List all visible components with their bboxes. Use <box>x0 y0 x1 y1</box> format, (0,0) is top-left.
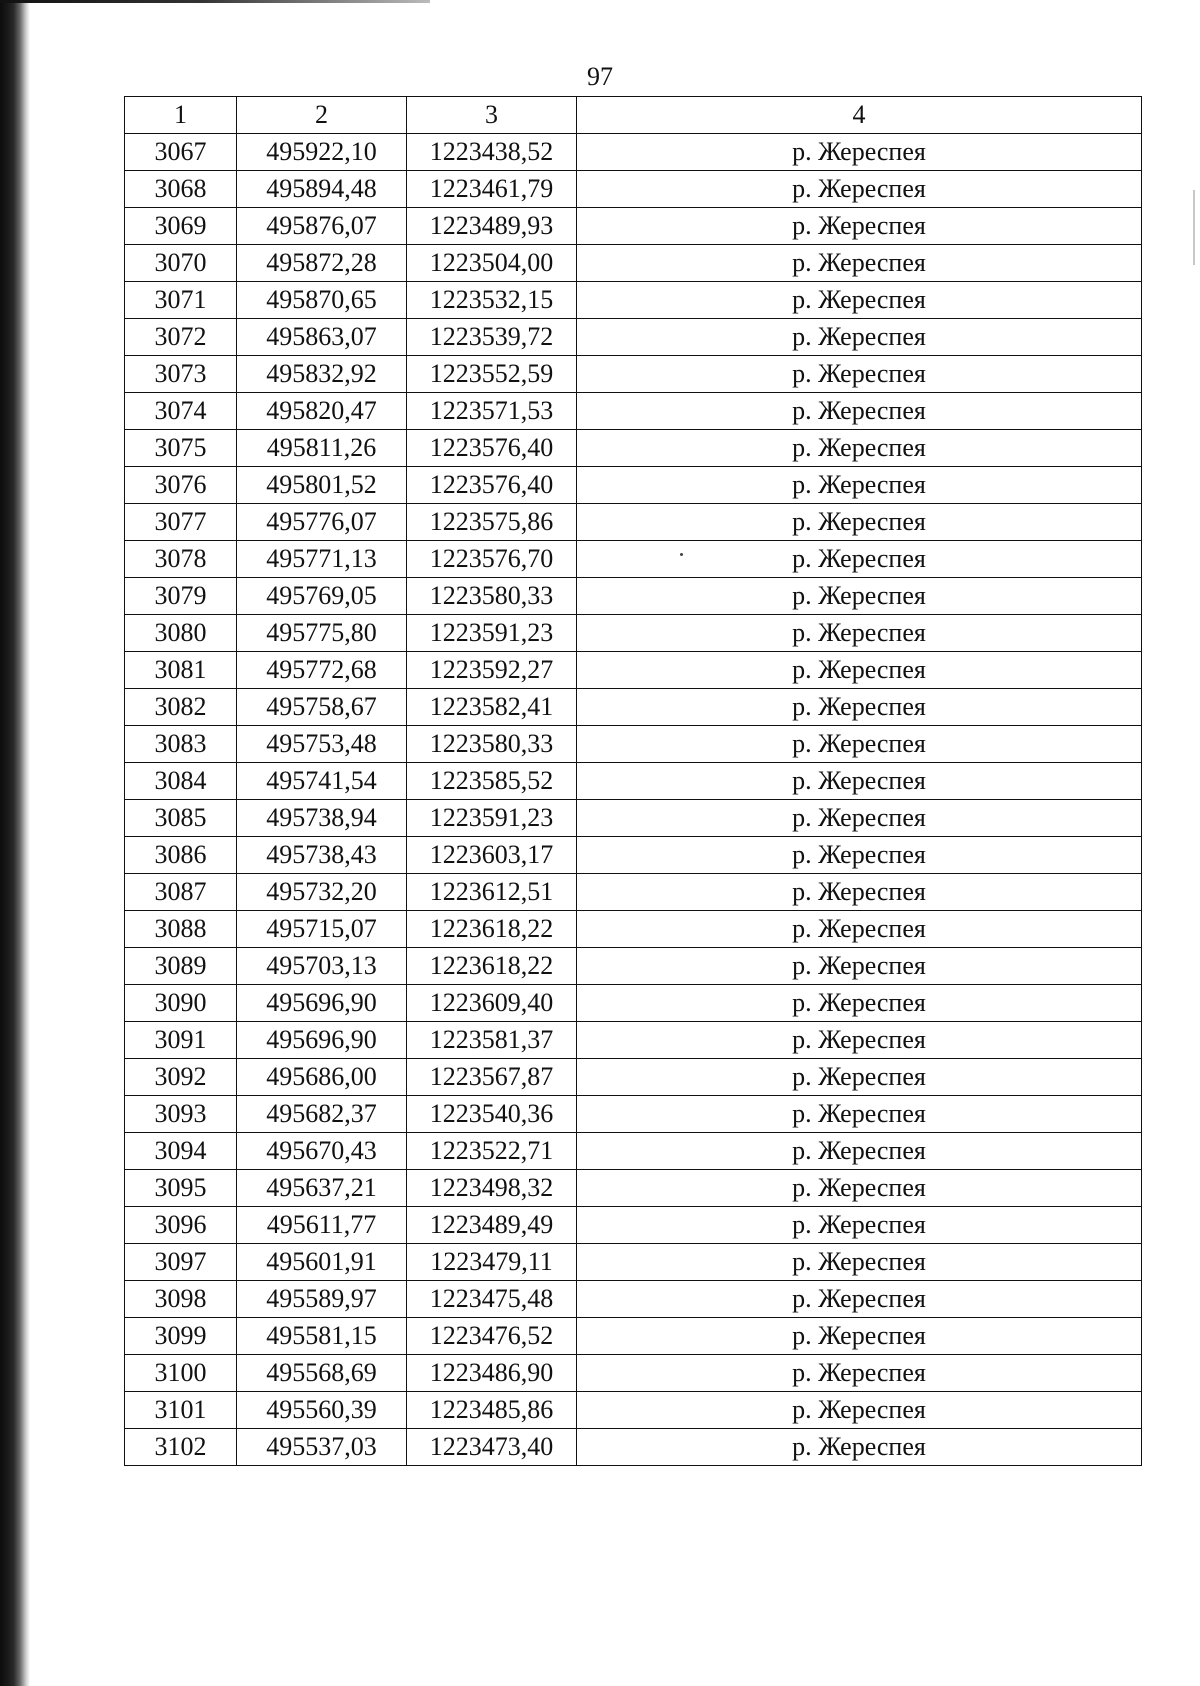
column-header: 2 <box>237 97 407 134</box>
x-coordinate-cell: 495769,05 <box>237 578 407 615</box>
description-cell: р. Жереспея <box>577 1096 1142 1133</box>
x-coordinate-cell: 495870,65 <box>237 282 407 319</box>
description-cell: р. Жереспея <box>577 1244 1142 1281</box>
x-coordinate-cell: 495741,54 <box>237 763 407 800</box>
x-coordinate-cell: 495811,26 <box>237 430 407 467</box>
description-cell: р. Жереспея <box>577 800 1142 837</box>
x-coordinate-cell: 495560,39 <box>237 1392 407 1429</box>
y-coordinate-cell: 1223532,15 <box>407 282 577 319</box>
y-coordinate-cell: 1223576,40 <box>407 467 577 504</box>
table-row <box>125 208 1142 245</box>
y-coordinate-cell: 1223612,51 <box>407 874 577 911</box>
scan-shadow-top <box>0 0 430 3</box>
scan-mark <box>1193 190 1195 265</box>
point-number-cell: 3087 <box>125 874 237 911</box>
point-number-cell: 3100 <box>125 1355 237 1392</box>
description-cell: р. Жереспея <box>577 726 1142 763</box>
x-coordinate-cell: 495801,52 <box>237 467 407 504</box>
table-row <box>125 911 1142 948</box>
table-row <box>125 319 1142 356</box>
x-coordinate-cell: 495876,07 <box>237 208 407 245</box>
coordinates-table <box>124 96 1142 1466</box>
table-row <box>125 800 1142 837</box>
description-cell: р. Жереспея <box>577 689 1142 726</box>
x-coordinate-cell: 495894,48 <box>237 171 407 208</box>
scan-shadow-left <box>0 0 30 1686</box>
description-cell: р. Жереспея <box>577 319 1142 356</box>
x-coordinate-cell: 495872,28 <box>237 245 407 282</box>
point-number-cell: 3101 <box>125 1392 237 1429</box>
point-number-cell: 3081 <box>125 652 237 689</box>
x-coordinate-cell: 495537,03 <box>237 1429 407 1466</box>
table-row <box>125 1022 1142 1059</box>
point-number-cell: 3075 <box>125 430 237 467</box>
y-coordinate-cell: 1223540,36 <box>407 1096 577 1133</box>
y-coordinate-cell: 1223585,52 <box>407 763 577 800</box>
point-number-cell: 3076 <box>125 467 237 504</box>
x-coordinate-cell: 495758,67 <box>237 689 407 726</box>
point-number-cell: 3073 <box>125 356 237 393</box>
x-coordinate-cell: 495703,13 <box>237 948 407 985</box>
point-number-cell: 3094 <box>125 1133 237 1170</box>
table-row <box>125 1096 1142 1133</box>
point-number-cell: 3078 <box>125 541 237 578</box>
x-coordinate-cell: 495863,07 <box>237 319 407 356</box>
table-row <box>125 282 1142 319</box>
table-row <box>125 1059 1142 1096</box>
point-number-cell: 3082 <box>125 689 237 726</box>
point-number-cell: 3077 <box>125 504 237 541</box>
x-coordinate-cell: 495775,80 <box>237 615 407 652</box>
description-cell: р. Жереспея <box>577 985 1142 1022</box>
y-coordinate-cell: 1223576,40 <box>407 430 577 467</box>
table-row <box>125 1170 1142 1207</box>
x-coordinate-cell: 495696,90 <box>237 985 407 1022</box>
y-coordinate-cell: 1223461,79 <box>407 171 577 208</box>
point-number-cell: 3102 <box>125 1429 237 1466</box>
x-coordinate-cell: 495696,90 <box>237 1022 407 1059</box>
x-coordinate-cell: 495670,43 <box>237 1133 407 1170</box>
description-cell: р. Жереспея <box>577 541 1142 578</box>
table-row <box>125 652 1142 689</box>
y-coordinate-cell: 1223580,33 <box>407 578 577 615</box>
point-number-cell: 3093 <box>125 1096 237 1133</box>
y-coordinate-cell: 1223504,00 <box>407 245 577 282</box>
description-cell: р. Жереспея <box>577 615 1142 652</box>
description-cell: р. Жереспея <box>577 356 1142 393</box>
table-row <box>125 1429 1142 1466</box>
y-coordinate-cell: 1223539,72 <box>407 319 577 356</box>
y-coordinate-cell: 1223591,23 <box>407 800 577 837</box>
y-coordinate-cell: 1223479,11 <box>407 1244 577 1281</box>
description-cell: р. Жереспея <box>577 1022 1142 1059</box>
description-cell: р. Жереспея <box>577 763 1142 800</box>
description-cell: р. Жереспея <box>577 837 1142 874</box>
point-number-cell: 3099 <box>125 1318 237 1355</box>
point-number-cell: 3071 <box>125 282 237 319</box>
table-row <box>125 171 1142 208</box>
table-header-row <box>125 97 1142 134</box>
y-coordinate-cell: 1223552,59 <box>407 356 577 393</box>
x-coordinate-cell: 495738,43 <box>237 837 407 874</box>
table-row <box>125 467 1142 504</box>
point-number-cell: 3079 <box>125 578 237 615</box>
description-cell: р. Жереспея <box>577 911 1142 948</box>
column-header: 4 <box>577 97 1142 134</box>
description-cell: р. Жереспея <box>577 171 1142 208</box>
y-coordinate-cell: 1223603,17 <box>407 837 577 874</box>
description-cell: р. Жереспея <box>577 652 1142 689</box>
table-row <box>125 430 1142 467</box>
description-cell: р. Жереспея <box>577 134 1142 171</box>
table-row <box>125 578 1142 615</box>
point-number-cell: 3068 <box>125 171 237 208</box>
y-coordinate-cell: 1223582,41 <box>407 689 577 726</box>
y-coordinate-cell: 1223609,40 <box>407 985 577 1022</box>
y-coordinate-cell: 1223485,86 <box>407 1392 577 1429</box>
y-coordinate-cell: 1223473,40 <box>407 1429 577 1466</box>
column-header: 1 <box>125 97 237 134</box>
description-cell: р. Жереспея <box>577 1281 1142 1318</box>
table-row <box>125 1207 1142 1244</box>
table-row <box>125 985 1142 1022</box>
y-coordinate-cell: 1223476,52 <box>407 1318 577 1355</box>
point-number-cell: 3072 <box>125 319 237 356</box>
x-coordinate-cell: 495771,13 <box>237 541 407 578</box>
table-row <box>125 1133 1142 1170</box>
y-coordinate-cell: 1223571,53 <box>407 393 577 430</box>
table-row <box>125 356 1142 393</box>
x-coordinate-cell: 495753,48 <box>237 726 407 763</box>
y-coordinate-cell: 1223618,22 <box>407 948 577 985</box>
point-number-cell: 3070 <box>125 245 237 282</box>
table-row <box>125 245 1142 282</box>
point-number-cell: 3074 <box>125 393 237 430</box>
y-coordinate-cell: 1223489,49 <box>407 1207 577 1244</box>
point-number-cell: 3084 <box>125 763 237 800</box>
point-number-cell: 3097 <box>125 1244 237 1281</box>
y-coordinate-cell: 1223486,90 <box>407 1355 577 1392</box>
table-row <box>125 541 1142 578</box>
y-coordinate-cell: 1223581,37 <box>407 1022 577 1059</box>
description-cell: р. Жереспея <box>577 504 1142 541</box>
table-row <box>125 726 1142 763</box>
table-body <box>125 134 1142 1466</box>
x-coordinate-cell: 495682,37 <box>237 1096 407 1133</box>
y-coordinate-cell: 1223438,52 <box>407 134 577 171</box>
table-row <box>125 1355 1142 1392</box>
point-number-cell: 3092 <box>125 1059 237 1096</box>
x-coordinate-cell: 495637,21 <box>237 1170 407 1207</box>
y-coordinate-cell: 1223591,23 <box>407 615 577 652</box>
table-row <box>125 504 1142 541</box>
x-coordinate-cell: 495686,00 <box>237 1059 407 1096</box>
point-number-cell: 3080 <box>125 615 237 652</box>
point-number-cell: 3091 <box>125 1022 237 1059</box>
y-coordinate-cell: 1223567,87 <box>407 1059 577 1096</box>
point-number-cell: 3095 <box>125 1170 237 1207</box>
description-cell: р. Жереспея <box>577 1429 1142 1466</box>
x-coordinate-cell: 495581,15 <box>237 1318 407 1355</box>
table-row <box>125 1244 1142 1281</box>
point-number-cell: 3067 <box>125 134 237 171</box>
point-number-cell: 3089 <box>125 948 237 985</box>
x-coordinate-cell: 495776,07 <box>237 504 407 541</box>
description-cell: р. Жереспея <box>577 282 1142 319</box>
point-number-cell: 3085 <box>125 800 237 837</box>
table-row <box>125 615 1142 652</box>
point-number-cell: 3088 <box>125 911 237 948</box>
description-cell: р. Жереспея <box>577 578 1142 615</box>
x-coordinate-cell: 495922,10 <box>237 134 407 171</box>
table-row <box>125 134 1142 171</box>
description-cell: р. Жереспея <box>577 948 1142 985</box>
y-coordinate-cell: 1223498,32 <box>407 1170 577 1207</box>
description-cell: р. Жереспея <box>577 874 1142 911</box>
table-row <box>125 837 1142 874</box>
y-coordinate-cell: 1223475,48 <box>407 1281 577 1318</box>
y-coordinate-cell: 1223592,27 <box>407 652 577 689</box>
y-coordinate-cell: 1223576,70 <box>407 541 577 578</box>
x-coordinate-cell: 495732,20 <box>237 874 407 911</box>
column-header: 3 <box>407 97 577 134</box>
x-coordinate-cell: 495832,92 <box>237 356 407 393</box>
description-cell: р. Жереспея <box>577 1318 1142 1355</box>
y-coordinate-cell: 1223522,71 <box>407 1133 577 1170</box>
table-row <box>125 948 1142 985</box>
x-coordinate-cell: 495611,77 <box>237 1207 407 1244</box>
table-row <box>125 874 1142 911</box>
description-cell: р. Жереспея <box>577 1392 1142 1429</box>
point-number-cell: 3083 <box>125 726 237 763</box>
y-coordinate-cell: 1223580,33 <box>407 726 577 763</box>
x-coordinate-cell: 495772,68 <box>237 652 407 689</box>
x-coordinate-cell: 495601,91 <box>237 1244 407 1281</box>
x-coordinate-cell: 495820,47 <box>237 393 407 430</box>
description-cell: р. Жереспея <box>577 1133 1142 1170</box>
page-number: 97 <box>587 62 613 91</box>
point-number-cell: 3090 <box>125 985 237 1022</box>
table-row <box>125 393 1142 430</box>
point-number-cell: 3069 <box>125 208 237 245</box>
point-number-cell: 3096 <box>125 1207 237 1244</box>
y-coordinate-cell: 1223489,93 <box>407 208 577 245</box>
description-cell: р. Жереспея <box>577 245 1142 282</box>
table-row <box>125 1318 1142 1355</box>
x-coordinate-cell: 495738,94 <box>237 800 407 837</box>
description-cell: р. Жереспея <box>577 1059 1142 1096</box>
x-coordinate-cell: 495589,97 <box>237 1281 407 1318</box>
description-cell: р. Жереспея <box>577 1170 1142 1207</box>
x-coordinate-cell: 495568,69 <box>237 1355 407 1392</box>
description-cell: р. Жереспея <box>577 208 1142 245</box>
description-cell: р. Жереспея <box>577 467 1142 504</box>
description-cell: р. Жереспея <box>577 393 1142 430</box>
description-cell: р. Жереспея <box>577 1207 1142 1244</box>
table-row <box>125 689 1142 726</box>
y-coordinate-cell: 1223618,22 <box>407 911 577 948</box>
scan-speck <box>680 553 683 556</box>
y-coordinate-cell: 1223575,86 <box>407 504 577 541</box>
table-row <box>125 763 1142 800</box>
table-row <box>125 1392 1142 1429</box>
table-row <box>125 1281 1142 1318</box>
description-cell: р. Жереспея <box>577 430 1142 467</box>
description-cell: р. Жереспея <box>577 1355 1142 1392</box>
point-number-cell: 3086 <box>125 837 237 874</box>
x-coordinate-cell: 495715,07 <box>237 911 407 948</box>
point-number-cell: 3098 <box>125 1281 237 1318</box>
